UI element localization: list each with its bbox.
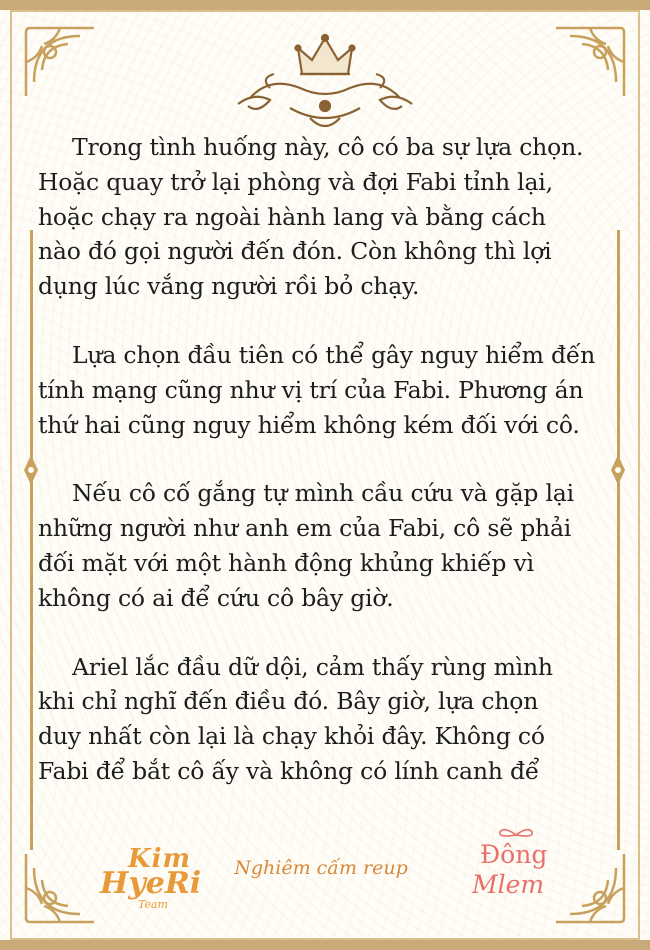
text-line: tính mạng cũng như vị trí của Fabi. Phương án <box>38 375 584 404</box>
text-line: dụng lúc vắng người rồi bỏ chạy. <box>38 272 420 301</box>
logo-text: Mlem <box>472 870 545 899</box>
logo-text: Team <box>138 898 168 911</box>
text-line: những người như anh em của Fabi, cô sẽ phải <box>38 514 572 543</box>
top-border-band <box>0 0 650 10</box>
story-paragraph <box>38 476 616 615</box>
text-line: Trong tình huống này, cô có ba sự lựa chọn. <box>72 133 584 161</box>
corner-ornament-icon <box>550 22 630 102</box>
story-text <box>38 130 616 823</box>
left-side-rule <box>30 230 33 850</box>
text-line: không có ai để cứu cô bây giờ. <box>38 583 394 612</box>
no-reupload-notice: Nghiêm cấm reup <box>234 857 408 879</box>
diamond-ornament-icon <box>24 455 38 485</box>
text-line: Ariel lắc đầu dữ dội, cảm thấy rùng mình <box>72 652 553 681</box>
story-paragraph <box>38 650 616 789</box>
corner-ornament-icon <box>20 22 100 102</box>
text-line: hoặc chạy ra ngoài hành lang và bằng cách <box>38 202 546 231</box>
logo-text: Kim <box>128 844 191 874</box>
text-line: đối mặt với một hành động khủng khiếp vì <box>38 548 534 577</box>
text-line: nào đó gọi người đến đón. Còn không thì lợi <box>38 237 552 266</box>
bottom-border-band <box>0 940 650 950</box>
text-line: duy nhất còn lại là chạy khỏi đây. Không có <box>38 722 545 751</box>
story-paragraph <box>38 130 616 304</box>
logo-text: Đông <box>480 840 548 869</box>
text-line: Hoặc quay trở lại phòng và đợi Fabi tỉnh lại, <box>38 167 553 196</box>
footer <box>0 810 650 920</box>
text-line: Nếu cô cố gắng tự mình cầu cứu và gặp lại <box>72 479 574 508</box>
logo-text: HyeRi <box>100 866 202 901</box>
text-line: Fabi để bắt cô ấy và không có lính canh để <box>38 756 540 785</box>
crown-ornament-icon <box>230 28 420 138</box>
text-line: thứ hai cũng nguy hiểm không kém đối với cô. <box>38 410 580 439</box>
dong-mlem-logo <box>462 826 572 906</box>
right-side-rule <box>617 230 620 850</box>
kim-hyeri-team-logo <box>100 846 210 918</box>
story-paragraph <box>38 338 616 442</box>
text-line: Lựa chọn đầu tiên có thể gây nguy hiểm đến <box>72 340 596 369</box>
text-line: khi chỉ nghĩ đến điều đó. Bây giờ, lựa chọn <box>38 687 539 716</box>
